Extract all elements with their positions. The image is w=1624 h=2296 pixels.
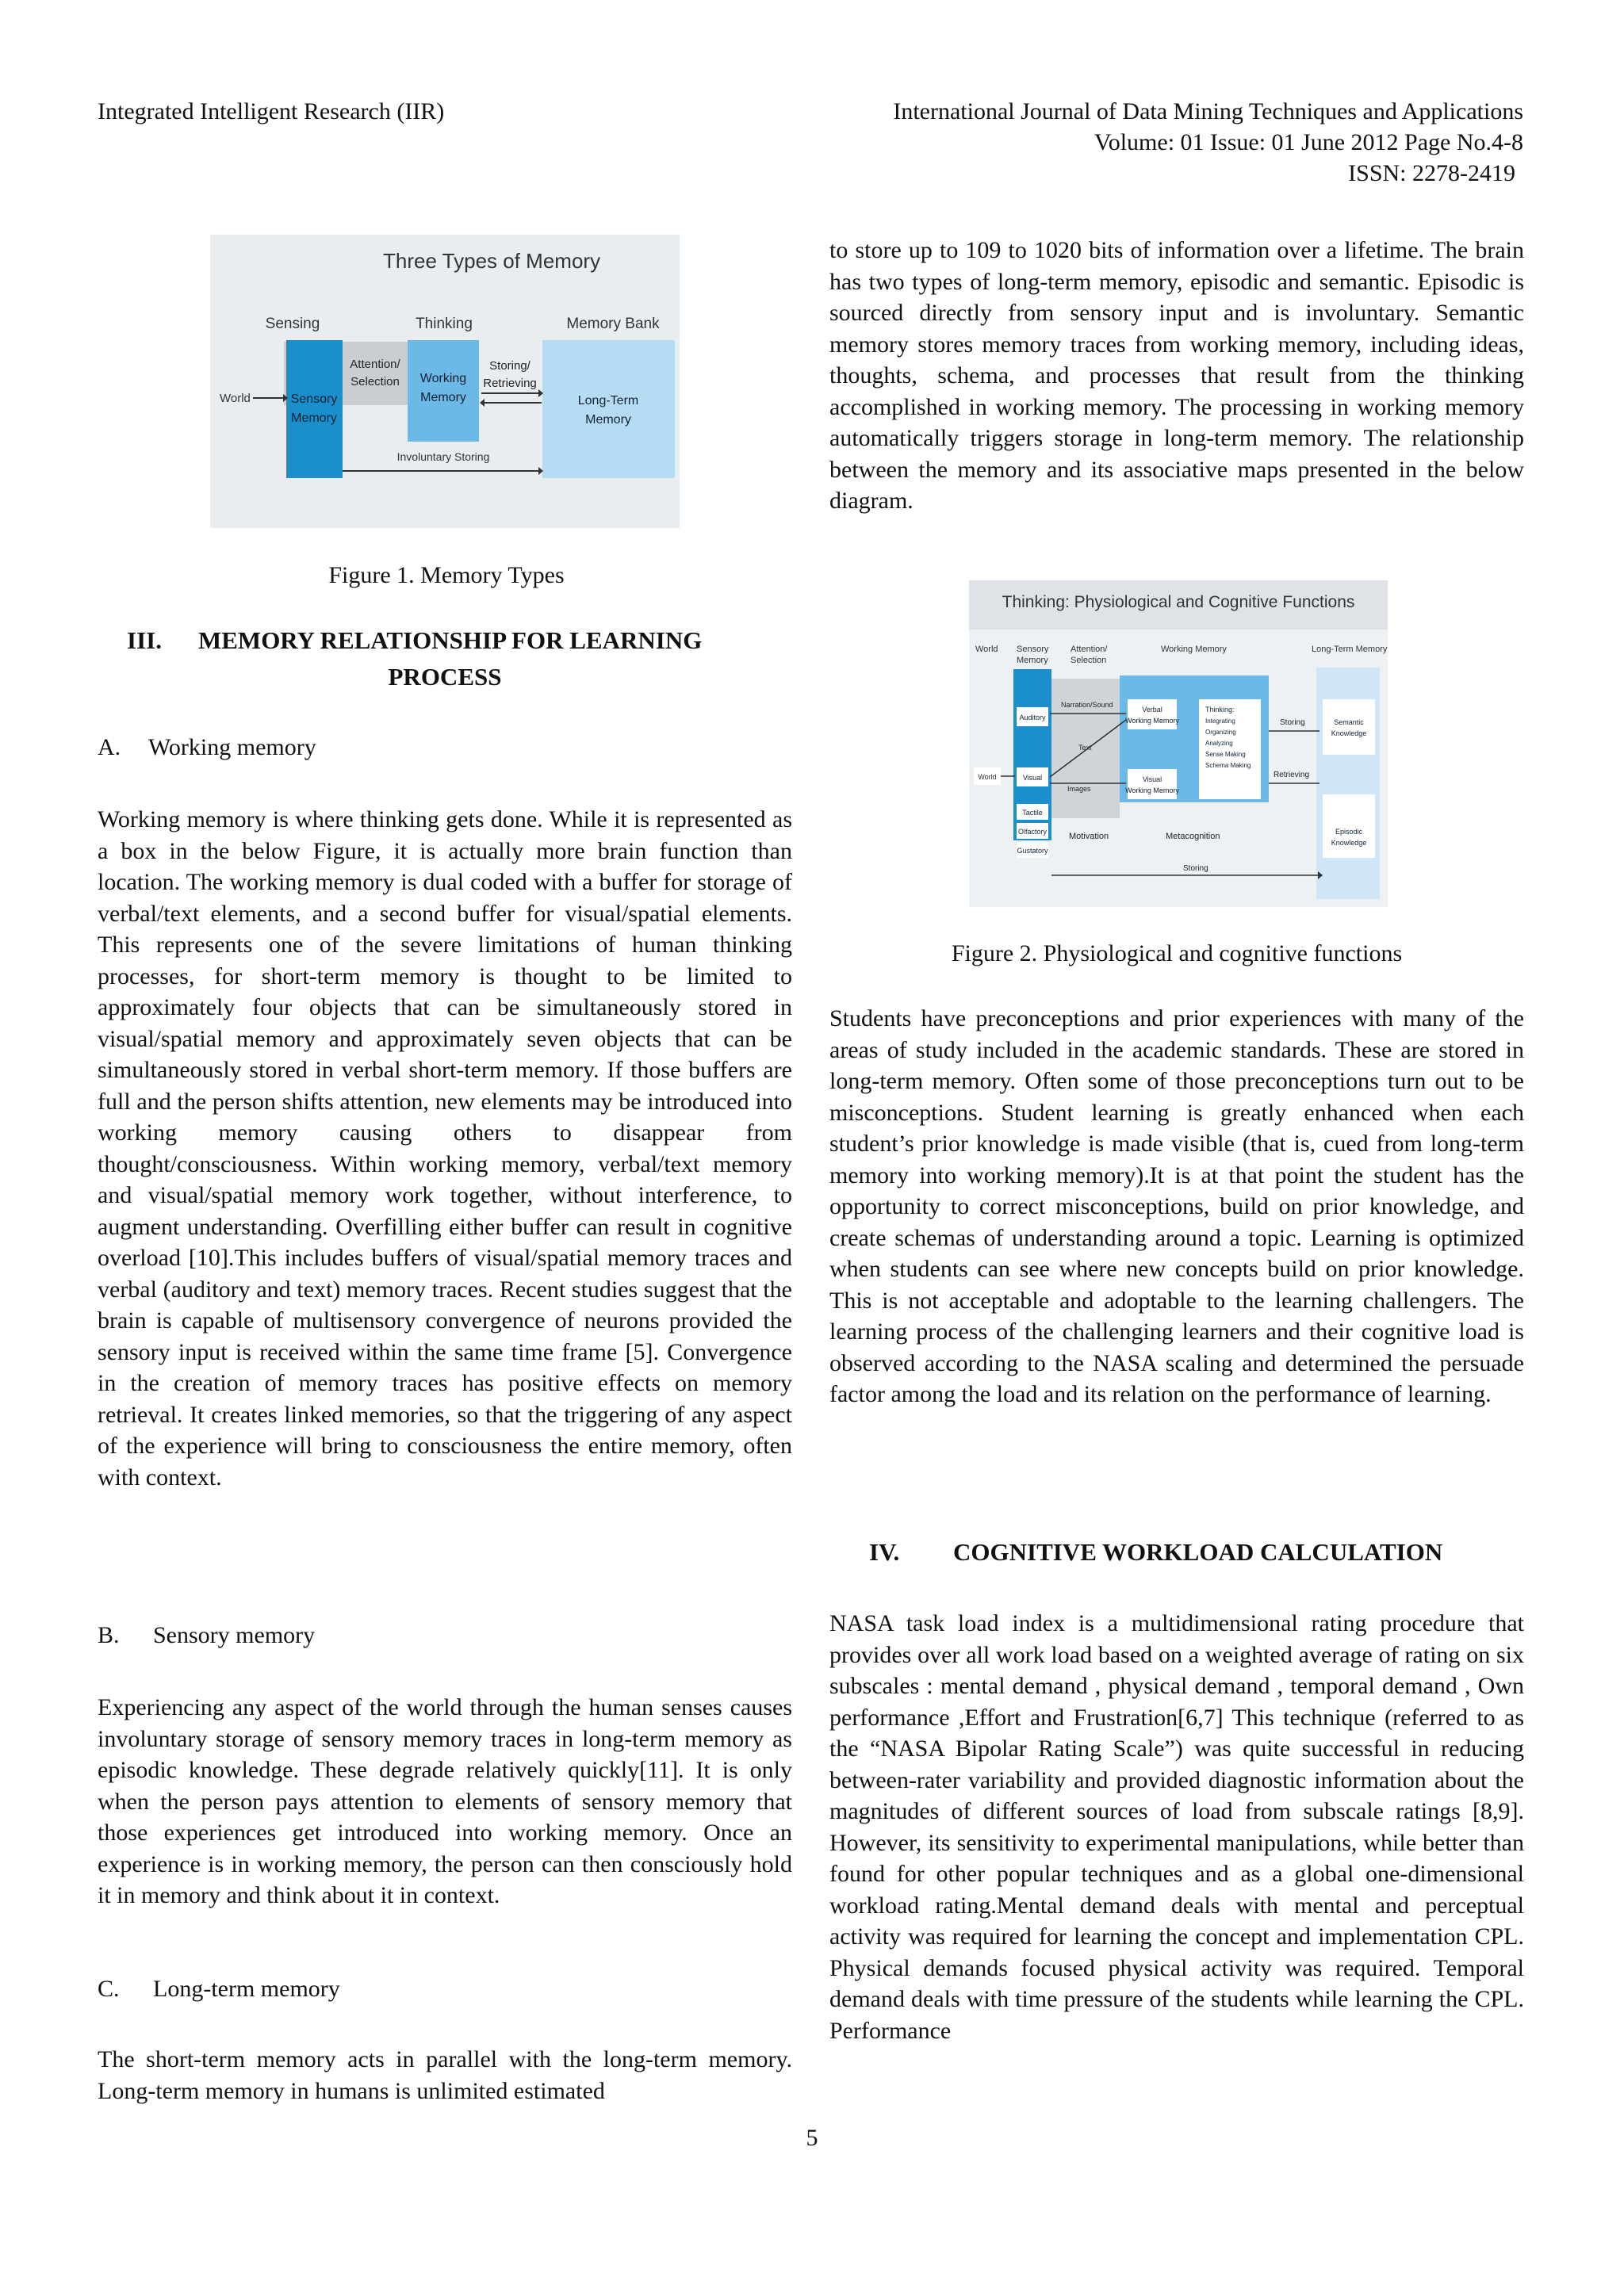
svg-text:Metacognition: Metacognition	[1166, 832, 1220, 841]
svg-text:Sensory: Sensory	[1017, 645, 1049, 654]
svg-text:Storing: Storing	[1280, 718, 1305, 727]
svg-text:Verbal: Verbal	[1142, 706, 1162, 714]
right-column-intro-paragraph: to store up to 109 to 1020 bits of information over a lifetime. The brain has two types of long-term memory, episodic and semantic. Episodic is sourced directly from sensory input and is involuntary. Semantic memory stores memory traces from working memory, including ideas, thoughts, schema, and processes that result from the thinking accomplished in working memory. The processing in working memory automatically triggers storage in long-term memory. The relationship between the memory and its associative maps presented in the below diagram.	[829, 237, 1524, 514]
svg-text:Retrieving: Retrieving	[483, 377, 537, 390]
header-journal-publisher: Integrated Intelligent Research (IIR)	[98, 98, 445, 124]
svg-text:Episodic: Episodic	[1335, 828, 1363, 836]
svg-text:Knowledge: Knowledge	[1331, 729, 1367, 737]
svg-text:Analyzing: Analyzing	[1205, 740, 1233, 747]
svg-text:Storing: Storing	[1183, 864, 1208, 873]
prior-knowledge-paragraph: Students have preconceptions and prior experiences with many of the areas of study included in the academic standards. These are stored in long-term memory. Often some of those preconceptions turn out to be misconceptions. Student learning is greatly enhanced when each student’s prior knowledge is made visible (that is, cued from long-term memory into working memory).It is at that point the student has the opportunity to correct misconceptions, build on prior knowledge, and create schemas of understanding around a topic. Learning is optimized when students can see where new concepts build on prior knowledge. This is not acceptable and adoptable to the learning challengers. The learning process of the challenging learners and their cognitive load is observed according to the NASA scaling and determined the persuade factor among the load and its relation on the performance of learning.	[829, 1005, 1524, 1407]
svg-text:Retrieving: Retrieving	[1274, 771, 1310, 779]
svg-text:Memory: Memory	[291, 411, 337, 425]
figure2-title: Thinking: Physiological and Cognitive Functions	[1002, 593, 1355, 611]
svg-text:Sense Making: Sense Making	[1205, 751, 1246, 758]
svg-text:Memory: Memory	[1017, 656, 1048, 665]
svg-text:Auditory: Auditory	[1019, 714, 1046, 721]
section-3-title: MEMORY RELATIONSHIP FOR LEARNING	[198, 626, 703, 654]
header-issn: ISSN: 2278-2419	[1348, 160, 1515, 186]
svg-text:Images: Images	[1067, 785, 1091, 793]
svg-text:Schema Making: Schema Making	[1205, 762, 1251, 769]
figure2-working-memory-label: Working Memory	[1161, 645, 1227, 654]
subsection-b-title: Sensory memory	[153, 1622, 316, 1648]
subsection-b-label: B.	[98, 1622, 120, 1648]
header-journal-title: International Journal of Data Mining Techniques and Applications	[893, 98, 1523, 124]
figure-1-memory-types	[210, 235, 680, 528]
svg-text:Text: Text	[1078, 744, 1092, 752]
svg-text:Attention/: Attention/	[1071, 645, 1108, 654]
figure1-world-label: World	[220, 392, 251, 405]
working-memory-paragraph: Working memory is where thinking gets done. While it is represented as a box in the below Figure, it is actually more brain function than location. The working memory is dual coded with a buffer for storage of verbal/text elements, and a second buffer for visual/spatial elements. This represents one of the severe limitations of human thinking processes, for short-term memory is thought to be limited to approximately four objects that can be simultaneously stored in visual/spatial memory and approximately seven objects that can be simultaneously stored in verbal short-term memory. If those buffers are full and the person shifts attention, new elements may be introduced into working memory causing others to disappear from thought/consciousness. Within working memory, verbal/text memory and visual/spatial memory work together, without interference, to augment understanding. Overfilling either buffer can result in cognitive overload [10].This includes buffers of visual/spatial memory traces and verbal (auditory and text) memory traces. Recent studies suggest that the brain is capable of multisensory convergence of neurons provided the sensory input is received within the same time frame [5]. Convergence in the creation of memory traces has positive effects on memory retrieval. It creates linked memories, so that the triggering of any aspect of the experience will bring to consciousness the entire memory, often with context.	[98, 806, 792, 1490]
page-number: 5	[806, 2125, 818, 2151]
svg-text:World: World	[978, 773, 997, 781]
figure1-longterm-text: Long-Term	[577, 394, 639, 408]
svg-text:Organizing: Organizing	[1205, 729, 1236, 736]
subsection-c-label: C.	[98, 1976, 120, 2002]
svg-text:Semantic: Semantic	[1334, 718, 1364, 726]
figure1-memorybank-label: Memory Bank	[566, 316, 660, 332]
svg-text:Memory: Memory	[585, 413, 631, 427]
figure1-attention-text: Attention/	[350, 358, 400, 371]
figure-2-caption: Figure 2. Physiological and cognitive functions	[951, 940, 1403, 966]
figure1-storing-text: Storing/	[489, 359, 530, 373]
svg-text:Selection: Selection	[1071, 656, 1107, 665]
svg-text:Memory: Memory	[420, 391, 466, 404]
svg-text:Integrating: Integrating	[1205, 718, 1235, 725]
svg-text:Tactile: Tactile	[1022, 809, 1043, 817]
section-3-title-line2: PROCESS	[388, 663, 502, 691]
section-4-title: COGNITIVE WORKLOAD CALCULATION	[953, 1538, 1443, 1566]
header-volume-info: Volume: 01 Issue: 01 June 2012 Page No.4-8	[1094, 129, 1523, 155]
svg-text:Gustatory: Gustatory	[1017, 847, 1048, 855]
figure1-working-text: Working	[419, 372, 467, 385]
svg-text:Motivation: Motivation	[1069, 832, 1109, 841]
svg-text:Thinking:: Thinking:	[1205, 706, 1235, 714]
nasa-tlx-paragraph: NASA task load index is a multidimensional rating procedure that provides over all work load based on a weighted average of rating on six subscales : mental demand , physical demand , temporal demand , Own performance ,Effort and Frustration[6,7] This technique (referred to as the “NASA Bipolar Rating Scale”) was quite successful in reducing between-rater variability and provided diagnostic information about the magnitudes of different sources of load from subscale ratings [8,9]. However, its sensitivity to experimental manipulations, while better than found for other popular techniques and as a global one-dimensional workload rating.Mental demand deals with mental and perceptual activity was required for learning the concept and implementation CPL. Physical demands focused physical activity was required. Temporal demand deals with time pressure of the students while learning the CPL. Performance	[829, 1610, 1524, 2044]
figure-2-cognitive-functions	[969, 580, 1388, 907]
figure2-longterm-label: Long-Term Memory	[1312, 645, 1388, 654]
section-3-number: III.	[127, 626, 162, 654]
svg-text:Olfactory: Olfactory	[1017, 828, 1048, 836]
figure1-sensing-label: Sensing	[265, 316, 320, 332]
svg-text:Visual: Visual	[1142, 775, 1162, 783]
section-4-number: IV.	[869, 1538, 900, 1566]
subsection-a-title: Working memory	[148, 734, 316, 760]
subsection-c-title: Long-term memory	[153, 1976, 340, 2002]
sensory-memory-paragraph: Experiencing any aspect of the world through the human senses causes involuntary storage of sensory memory traces in long-term memory as episodic knowledge. These degrade relatively quickly[11]. It is only when the person pays attention to elements of sensory memory that those experiences get introduced into working memory. Once an experience is in working memory, the person can then consciously hold it in memory and think about it in context.	[98, 1694, 792, 1908]
svg-text:Knowledge: Knowledge	[1331, 839, 1367, 847]
long-term-memory-paragraph: The short-term memory acts in parallel with the long-term memory. Long-term memory in humans is unlimited estimated	[98, 2046, 792, 2104]
svg-text:Visual: Visual	[1022, 774, 1043, 782]
figure-1-caption: Figure 1. Memory Types	[328, 562, 565, 588]
svg-text:Selection: Selection	[350, 375, 400, 388]
figure1-title: Three Types of Memory	[383, 249, 601, 273]
subsection-a-label: A.	[98, 734, 121, 760]
figure1-sensory-text: Sensory	[290, 392, 338, 406]
svg-text:Narration/Sound: Narration/Sound	[1061, 701, 1113, 709]
figure1-thinking-label: Thinking	[416, 316, 473, 332]
figure2-world-label: World	[975, 645, 998, 654]
svg-text:Working Memory: Working Memory	[1125, 786, 1179, 794]
figure1-involuntary-text: Involuntary Storing	[396, 450, 490, 463]
svg-text:Working Memory: Working Memory	[1125, 717, 1179, 725]
